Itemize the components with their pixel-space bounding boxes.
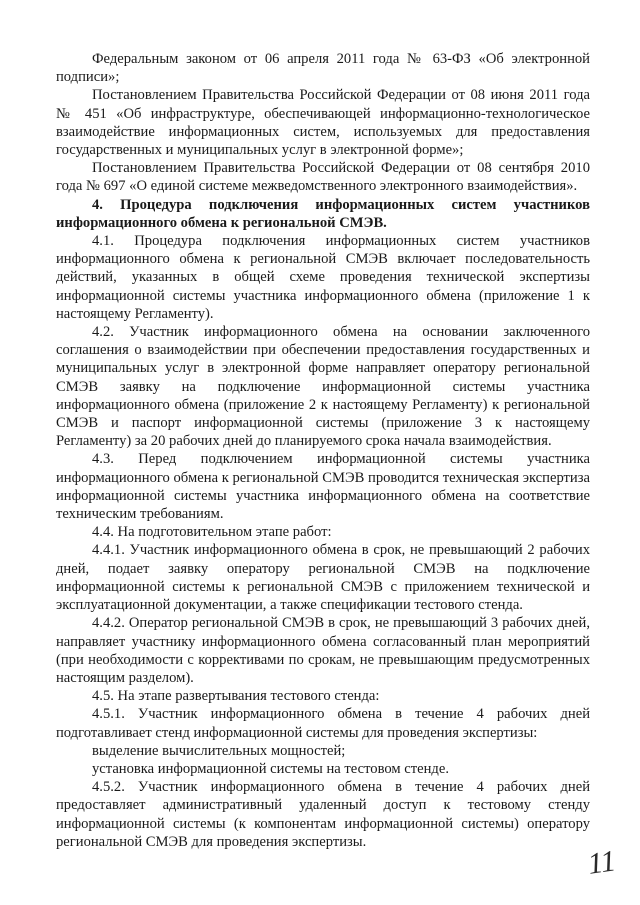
paragraph-4-2: 4.2. Участник информационного обмена на основании заключенного соглашения о взаимодействии при обеспечении предоставления государственных и муниципальных услуг в электронной форме направляет оператору региональной СМЭВ заявку на подключение информационной системы участника информационного обмена (приложение 2 к настоящему Регламенту) к региональной СМЭВ и паспорт информационной системы (приложение 3 к настоящему Регламенту) за 20 рабочих дней до планируемого срока начала взаимодействия.: [56, 324, 590, 450]
paragraph-4-4-1: 4.4.1. Участник информационного обмена в срок, не превышающий 2 рабочих дней, подает заявку оператору региональной СМЭВ на подключение информационной системы к региональной СМЭВ с приложением технической и эксплуатационной документации, а также спецификации тестового стенда.: [56, 542, 590, 614]
paragraph-4-5-1: 4.5.1. Участник информационного обмена в течение 4 рабочих дней подготавливает стенд информационной системы для проведения экспертизы:: [56, 706, 590, 741]
paragraph-resolution-697: Постановлением Правительства Российской Федерации от 08 сентября 2010 года № 697 «О единой системе межведомственного электронного взаимодействия».: [56, 160, 590, 195]
list-item-compute: выделение вычислительных мощностей;: [92, 742, 346, 759]
page-number: 11: [585, 844, 618, 881]
paragraph-4-5-2: 4.5.2. Участник информационного обмена в течение 4 рабочих дней предоставляет административный удаленный доступ к тестовому стенду информационной системы (к компонентам информационной системы) оператору региональной СМЭВ для проведения экспертизы.: [56, 779, 590, 850]
paragraph-4-4-2: 4.4.2. Оператор региональной СМЭВ в срок, не превышающий 3 рабочих дней, направляет участнику информационного обмена согласованный план мероприятий (при необходимости с коррективами по срокам, не превышающим предусмотренных настоящим разделом).: [56, 615, 590, 686]
paragraph-4-3: 4.3. Перед подключением информационной системы участника информационного обмена к региональной СМЭВ проводится техническая экспертиза информационной системы участника информационного обмена на соответствие техническим требованиям.: [56, 451, 590, 523]
paragraph-resolution-451: Постановлением Правительства Российской Федерации от 08 июня 2011 года № 451 «Об инфраструктуре, обеспечивающей информационно-технологическое взаимодействие информационных систем, используемых для предоставления государственных и муниципальных услуг в электронной форме»;: [56, 87, 590, 159]
paragraph-4-1: 4.1. Процедура подключения информационных систем участников информационного обмена к региональной СМЭВ включает последовательность действий, указанных в общей схеме проведения технической экспертизы информационной системы участника информационного обмена (приложение 1 к настоящему Регламенту).: [56, 233, 590, 322]
paragraph-4-4: 4.4. На подготовительном этапе работ:: [92, 524, 332, 541]
section-heading-4: 4. Процедура подключения информационных систем участников информационного обмена к региональной СМЭВ.: [56, 196, 590, 231]
paragraph-law-63fz: Федеральным законом от 06 апреля 2011 года № 63-ФЗ «Об электронной подписи»;: [56, 51, 590, 86]
document-page: [56, 50, 590, 851]
list-item-install: установка информационной системы на тестовом стенде.: [92, 760, 449, 777]
paragraph-4-5: 4.5. На этапе развертывания тестового стенда:: [92, 688, 380, 705]
